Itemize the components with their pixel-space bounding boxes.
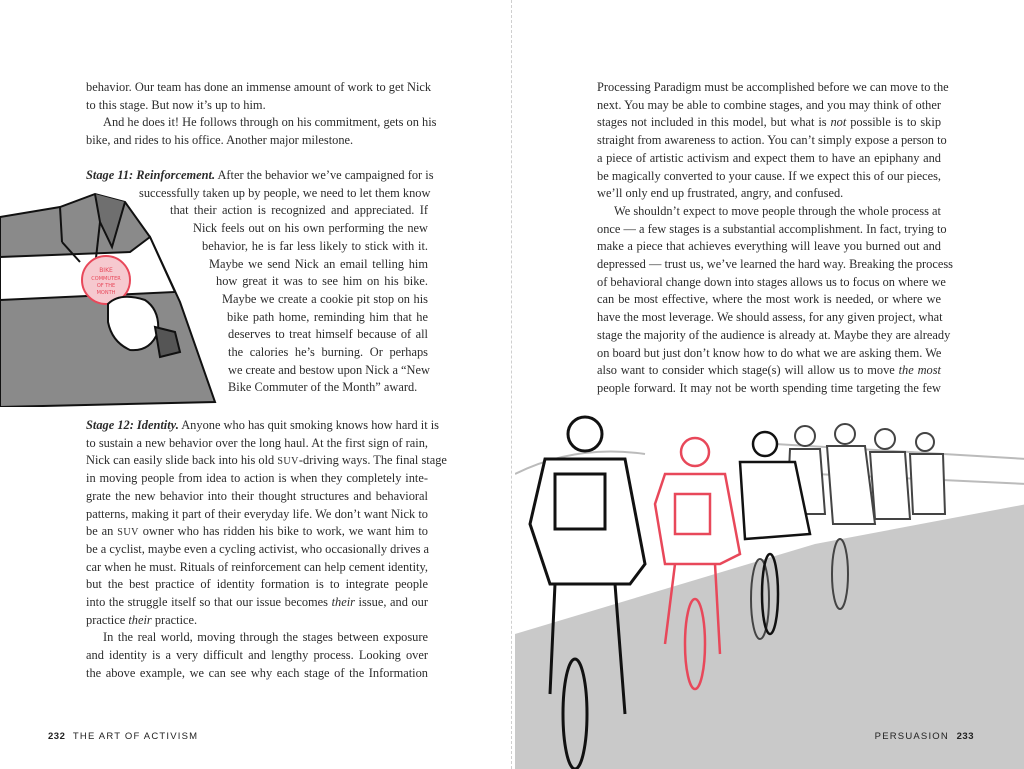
text-run: possible is to skip [846,115,942,130]
text-line [597,256,953,272]
text-run: car when he must. Rituals of reinforcement can help cement identity, [86,559,428,574]
text-run: their [331,595,355,609]
text-run: bike path home, reminding him that he [227,309,428,324]
svg-text:COMMUTER: COMMUTER [91,276,121,282]
text-run: Bike Commuter of the Month” award. [228,380,418,395]
text-line [86,523,428,541]
stage-heading: Stage 12: Identity. [86,418,179,432]
text-run: in moving people from idea to action is when they completely inte- [86,471,428,486]
text-line [597,221,947,237]
text-line [228,379,428,395]
stage-heading: Stage 11: Reinforcement. [86,168,216,182]
text-line [193,220,428,236]
text-line [139,185,431,201]
text-run: issue, and our [354,595,428,609]
text-run: the above example, we can see why each stage of the Information [86,665,428,680]
text-run: deserves to treat himself because of all [228,327,428,342]
text-run: people forward. It may not be worth spending time targeting the few [597,380,941,395]
svg-text:OF THE: OF THE [96,283,116,289]
text-run: on board but just don’t know how to do what we are asking them. We [597,345,942,360]
text-line [86,470,428,486]
text-run: also want to consider which stage(s) will allow us to move [597,363,899,378]
text-line [86,647,428,663]
text-run: not [830,115,847,130]
text-run: we’ll only end up frustrated, angry, and confused. [597,186,844,201]
text-line [86,665,428,681]
text-line [86,452,447,470]
text-run: into the struggle itself so that our issue becomes [86,595,332,609]
text-run: we create and bestow upon Nick a “New [228,362,430,377]
page-number: 232 [48,731,66,742]
text-line [170,202,428,218]
text-run: Nick can easily slide back into his old [86,453,278,468]
text-line [597,238,941,254]
text-run: the most [898,363,941,378]
text-line [202,238,428,254]
text-run: of behavioral change down into stages allows us to focus on where we [597,274,946,289]
text-run: a piece of artistic activism and expect them to have an epiphany and [597,150,941,165]
text-run: next. You may be able to combine stages, and you may think of other [597,97,941,112]
running-head: PERSUASION [874,731,949,742]
text-line [227,309,428,325]
text-run: SUV [277,456,299,468]
text-run: make a piece that achieves everything will leave you burned out and [597,239,941,254]
text-run: practice. [151,612,198,627]
text-line [103,629,428,645]
text-line [86,79,432,95]
text-run: that their action is recognized and appreciated. If [170,203,428,218]
text-run: and identity is a very difficult and lengthy process. Looking over [86,648,428,663]
text-line [86,97,428,113]
text-line [216,273,428,289]
text-line [86,541,428,557]
text-line [86,132,428,148]
text-run: be magically converted to your cause. If we expect this of our pieces, [597,168,941,183]
text-run: In the real world, moving through the stages between exposure [103,630,428,645]
text-line [228,344,428,360]
text-line [597,309,941,325]
text-line [86,506,428,522]
text-line [228,326,428,342]
text-run: Maybe we create a cookie pit stop on his [222,291,428,306]
text-run: depressed — trust us, we’ve learned the hard way. Breaking the process [597,257,953,271]
jersey-illustration [0,192,225,407]
text-run: behavior. Our team has done an immense amount of work to get Nick [86,80,432,94]
text-run: to this stage. But now it’s up to him. [86,97,266,112]
text-line [86,167,434,183]
text-run: After the behavior we’ve campaigned for is [215,168,434,182]
text-run: stages not included in this model, but what is [597,115,831,130]
text-run: once — a few stages is a substantial accomplishment. In fact, trying to [597,221,947,236]
text-run: owner who has ridden his bike to work, we want him to [138,524,428,539]
text-run: to sustain a new behavior over the long haul. At the first sign of rain, [86,435,428,450]
text-run: SUV [117,527,139,539]
text-line [86,559,428,575]
text-run: We shouldn’t expect to move people through the whole process at [614,203,941,218]
text-line [86,488,428,504]
text-run: their [128,612,152,627]
text-line [597,168,941,184]
text-run: straight from awareness to action. You can’t simply expose a person to [597,133,947,148]
text-run: bike, and rides to his office. Another major milestone. [86,133,354,148]
text-line [86,417,440,433]
text-run: Nick feels out on his own performing the new [193,221,428,236]
text-run: have the most leverage. We should assess, for any given project, what [597,310,943,325]
text-line [614,203,941,219]
left-footer [48,731,198,742]
text-run: be an [86,524,118,539]
text-line [228,362,428,378]
text-run: Maybe we send Nick an email telling him [209,256,428,271]
text-line [597,114,941,130]
text-run: And he does it! He follows through on his commitment, gets on his [103,115,437,130]
right-page [512,0,1024,769]
text-run: grate the new behavior into their thought structures and behavioral [86,488,428,503]
text-line [209,256,428,272]
text-line [597,274,946,290]
text-run: patterns, making it part of their everyday life. We don’t want Nick to [86,506,428,521]
text-run: -driving ways. The final stage [298,453,447,468]
text-run: how great it was to see him on his bike. [216,274,428,289]
page-number: 233 [956,731,974,742]
text-run: the calories he’s burning. Or perhaps [228,345,428,359]
svg-text:BIKE: BIKE [99,267,113,274]
text-line [86,612,428,628]
text-run: behavior, he is far less likely to stick with it. [202,238,428,253]
text-line [597,327,951,343]
text-run: can be most effective, where the most work is needed, or where we [597,292,941,307]
text-line [597,362,941,378]
text-run: Processing Paradigm must be accomplished before we can move to the [597,80,949,94]
right-footer [875,731,974,742]
text-line [597,185,941,201]
text-line [103,114,437,130]
text-line [597,345,941,361]
text-line [86,435,428,451]
text-line [86,594,428,610]
text-run: Anyone who has quit smoking knows how hard it is [178,418,440,432]
text-run: practice [86,612,129,627]
text-line [597,79,949,95]
running-head: THE ART OF ACTIVISM [72,731,199,742]
text-line [597,132,947,148]
cyclists-illustration [515,414,1024,769]
text-run: successfully taken up by people, we need to let them know [139,185,431,200]
text-line [597,291,941,307]
text-line [597,150,941,166]
text-line [597,380,941,396]
text-line [597,97,941,113]
text-run: be a cyclist, maybe even a cycling activist, who occasionally drives a [86,541,430,556]
text-line [86,576,428,592]
text-run: but the best practice of identity formation is to integrate people [86,577,428,592]
text-line [222,291,428,307]
text-run: stage the majority of the audience is already at. Maybe they are already [597,327,951,342]
svg-text:MONTH: MONTH [96,290,116,296]
